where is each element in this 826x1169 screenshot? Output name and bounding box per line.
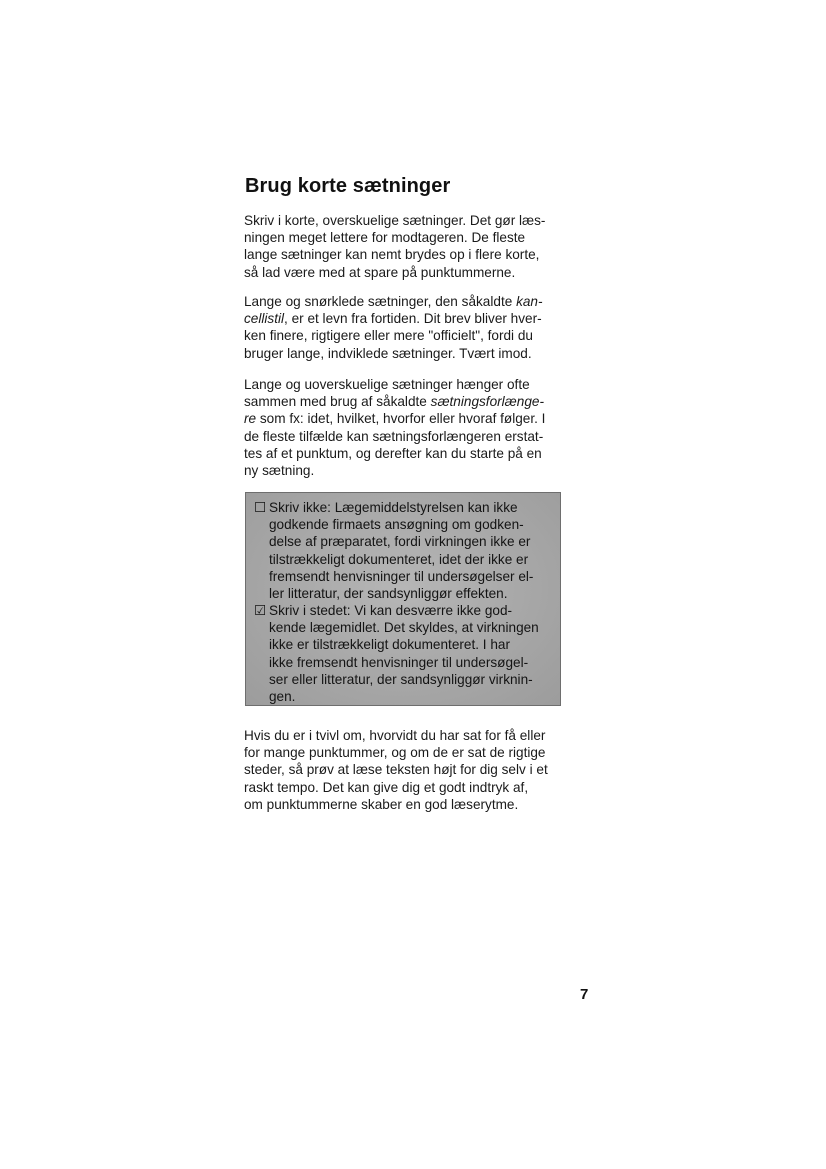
text-line: bruger lange, indviklede sætninger. Tvært imod.: [244, 345, 532, 361]
text-span: Skriv i stedet: Vi kan desværre ikke god-: [269, 603, 513, 618]
italic-term: kan-: [516, 294, 543, 309]
text-line: ken finere, rigtigere eller mere "officielt", fordi du: [244, 328, 533, 344]
text-line: ningen meget lettere for modtageren. De fleste: [244, 230, 526, 246]
text-span: som fx: idet, hvilket, hvorfor eller hvoraf følger. I: [256, 411, 546, 427]
empty-checkbox-icon: ☐: [254, 500, 267, 515]
text-line: fremsendt henvisninger til undersøgelser el-: [269, 568, 534, 584]
text-line: Hvis du er i tvivl om, hvorvidt du har sat for få eller: [244, 728, 546, 743]
text-line: ny sætning.: [244, 463, 315, 479]
paragraph-intro: [244, 212, 562, 281]
text-line: ikke er tilstrækkeligt dokumenteret. I har: [269, 637, 511, 653]
text-span: Lange og snørklede sætninger, den såkaldte: [244, 294, 517, 309]
paragraph-kancellistil: [244, 293, 562, 362]
text-line: delse af præparatet, fordi virkningen ikke er: [269, 534, 531, 550]
text-line: [244, 293, 562, 310]
text-line: Skriv i korte, overskuelige sætninger. Det gør læs-: [244, 213, 546, 228]
example-dont: [254, 499, 560, 602]
text-line: ikke fremsendt henvisninger til undersøgel-: [269, 654, 529, 670]
text-line: godkende firmaets ansøgning om godken-: [269, 517, 524, 533]
italic-term: sætningsforlænge-: [430, 394, 544, 410]
text-line: steder, så prøv at læse teksten højt for dig selv i et: [244, 762, 548, 778]
example-do: [254, 602, 560, 705]
italic-term: cellistil: [244, 311, 285, 327]
text-line: Lange og uoverskuelige sætninger hænger ofte: [244, 377, 530, 392]
text-line: [244, 310, 562, 327]
text-line: [254, 602, 560, 619]
text-line: lange sætninger kan nemt brydes op i flere korte,: [244, 247, 540, 263]
text-line: [254, 499, 560, 516]
text-line: ser eller litteratur, der sandsynliggør virknin-: [269, 671, 533, 687]
text-span: , er et levn fra fortiden. Dit brev bliver hver-: [284, 311, 542, 327]
text-span: sammen med brug af såkaldte: [244, 394, 431, 410]
text-line: gen.: [269, 689, 296, 705]
text-line: [244, 393, 562, 410]
text-line: tes af et punktum, og derefter kan du starte på en: [244, 445, 542, 461]
checked-checkbox-icon: ☑: [254, 603, 267, 618]
section-heading: Brug korte sætninger: [245, 175, 451, 197]
paragraph-saetningsforlaengere: [244, 376, 562, 479]
text-span: Skriv ikke: Lægemiddelstyrelsen kan ikke: [269, 500, 518, 515]
text-line: for mange punktummer, og om de er sat de rigtige: [244, 745, 546, 761]
paragraph-read-aloud: [244, 727, 562, 813]
text-line: om punktummerne skaber en god læserytme.: [244, 796, 519, 812]
text-line: tilstrækkeligt dokumenteret, idet der ikke er: [269, 551, 529, 567]
text-line: ler litteratur, der sandsynliggør effekten.: [269, 586, 508, 602]
text-line: [244, 410, 562, 427]
page-number: 7: [580, 986, 589, 1003]
text-line: kende lægemidlet. Det skyldes, at virkningen: [269, 620, 539, 636]
text-line: de fleste tilfælde kan sætningsforlængeren erstat-: [244, 428, 544, 444]
italic-term: re: [244, 411, 257, 427]
text-line: raskt tempo. Det kan give dig et godt indtryk af,: [244, 779, 529, 795]
example-box: [245, 492, 561, 706]
text-line: så lad være med at spare på punktummerne.: [244, 264, 516, 280]
